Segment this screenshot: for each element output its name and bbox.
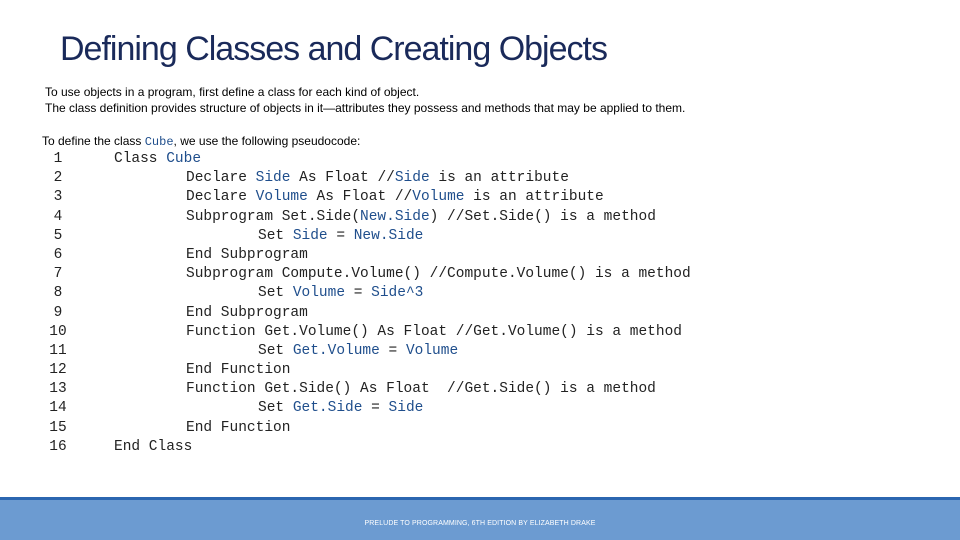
define-sentence bbox=[42, 134, 360, 149]
code-text bbox=[114, 438, 192, 457]
code-segment: Function Get.Volume() As Float //Get.Volume() is a method bbox=[186, 323, 682, 340]
footer-bar bbox=[0, 497, 960, 540]
intro-line-1: To use objects in a program, first define a class for each kind of object. bbox=[45, 85, 420, 99]
code-identifier: Side bbox=[255, 170, 291, 187]
code-segment: ) //Set.Side() is a method bbox=[429, 208, 656, 225]
line-number: 11 bbox=[49, 342, 67, 359]
code-segment: Set bbox=[258, 400, 293, 417]
code-segment: is an attribute bbox=[429, 170, 569, 187]
code-segment: End Class bbox=[114, 438, 193, 455]
code-segment: End Subprogram bbox=[186, 304, 308, 321]
code-segment: Declare bbox=[186, 170, 256, 187]
code-text bbox=[186, 380, 656, 399]
code-identifier: Get.Volume bbox=[292, 342, 380, 359]
code-text bbox=[186, 304, 308, 323]
code-segment: End Subprogram bbox=[186, 246, 308, 263]
code-identifier: Side bbox=[394, 170, 430, 187]
code-text bbox=[258, 227, 423, 246]
code-segment: Subprogram Set.Side( bbox=[186, 208, 361, 225]
code-identifier: Cube bbox=[166, 151, 202, 167]
line-number: 15 bbox=[49, 419, 67, 436]
code-segment: Function Get.Side() As Float //Get.Side() is a method bbox=[186, 381, 656, 398]
code-identifier: Side bbox=[388, 400, 424, 417]
code-text bbox=[258, 284, 423, 303]
line-number: 13 bbox=[49, 381, 67, 398]
code-segment: = bbox=[327, 227, 354, 244]
code-segment: Subprogram Compute.Volume() //Compute.Volume() is a method bbox=[186, 266, 691, 283]
code-text bbox=[186, 361, 290, 380]
intro-line-2: The class definition provides structure of objects in it—attributes they possess and methods that may be applied to them. bbox=[45, 101, 686, 115]
code-segment: = bbox=[379, 342, 406, 359]
code-identifier: Side bbox=[292, 227, 328, 244]
code-text bbox=[258, 342, 458, 361]
line-number: 4 bbox=[53, 208, 63, 225]
code-segment: Set bbox=[258, 227, 293, 244]
line-number: 2 bbox=[53, 170, 63, 187]
define-class-name: Cube bbox=[144, 135, 174, 149]
code-segment: is an attribute bbox=[464, 189, 604, 206]
code-segment: End Function bbox=[186, 419, 291, 436]
code-text bbox=[186, 208, 656, 227]
code-segment: As Float // bbox=[290, 170, 395, 187]
line-number: 7 bbox=[53, 266, 63, 283]
line-number: 12 bbox=[49, 362, 67, 379]
intro-text bbox=[45, 84, 685, 116]
code-segment: Set bbox=[258, 285, 293, 302]
code-identifier: New.Side bbox=[360, 208, 430, 225]
footer-credit: PRELUDE TO PROGRAMMING, 6TH EDITION BY ELIZABETH DRAKE bbox=[364, 520, 596, 527]
code-text bbox=[186, 323, 682, 342]
line-number: 14 bbox=[49, 400, 67, 417]
code-text bbox=[186, 188, 604, 207]
line-number: 10 bbox=[49, 323, 67, 340]
line-number: 9 bbox=[53, 304, 63, 321]
code-segment: = bbox=[362, 400, 389, 417]
code-text bbox=[186, 169, 569, 188]
code-segment: As Float // bbox=[307, 189, 413, 206]
code-identifier: Volume bbox=[292, 285, 346, 302]
line-number: 8 bbox=[53, 285, 63, 302]
code-identifier: New.Side bbox=[353, 227, 424, 244]
code-identifier: Volume bbox=[405, 342, 459, 359]
line-number: 3 bbox=[53, 189, 63, 206]
code-identifier: Side^3 bbox=[371, 285, 424, 302]
code-segment: = bbox=[345, 285, 372, 302]
define-suffix: , we use the following pseudocode: bbox=[173, 134, 361, 148]
line-number: 6 bbox=[53, 246, 63, 263]
code-segment: End Function bbox=[186, 362, 291, 379]
code-text bbox=[186, 265, 691, 284]
slide-title: Defining Classes and Creating Objects bbox=[60, 30, 607, 68]
code-segment: Set bbox=[258, 342, 293, 359]
code-text bbox=[186, 246, 308, 265]
code-identifier: Volume bbox=[412, 189, 465, 206]
code-text bbox=[186, 419, 290, 438]
define-prefix: To define the class bbox=[42, 134, 145, 148]
code-text bbox=[258, 399, 423, 418]
line-number: 16 bbox=[49, 438, 67, 455]
code-segment: Class bbox=[114, 151, 167, 167]
code-identifier: Volume bbox=[255, 189, 308, 206]
line-number: 5 bbox=[53, 227, 63, 244]
code-segment: Declare bbox=[186, 189, 256, 206]
code-text bbox=[114, 150, 201, 169]
line-number: 1 bbox=[53, 151, 63, 167]
code-identifier: Get.Side bbox=[292, 400, 363, 417]
